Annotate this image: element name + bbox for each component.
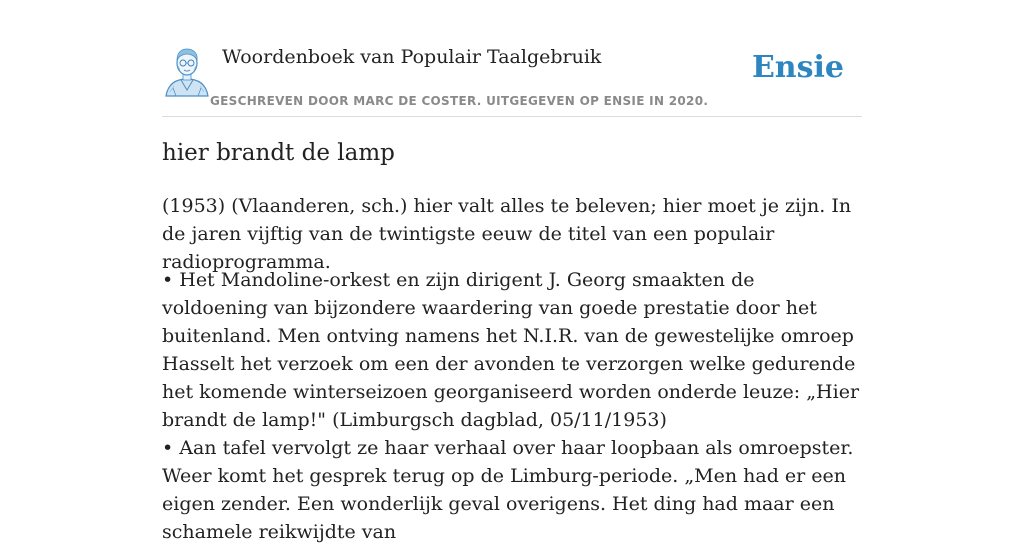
entry-examples (162, 266, 862, 546)
book-title[interactable]: Woordenboek van Populair Taalgebruik (222, 46, 602, 68)
ensie-logo[interactable]: Ensie (751, 50, 844, 85)
author-byline: GESCHREVEN DOOR MARC DE COSTER. UITGEGEVEN OP ENSIE IN 2020. (210, 94, 709, 108)
entry-page (162, 0, 862, 543)
example-quote: • Het Mandoline-orkest en zijn dirigent J. Georg smaakten de voldoening van bijzondere waardering van goede prestatie door het buitenland. Men ontving namens het N.I.R. van de gewestelijke omroep Hasselt het verzoek om een der avonden te verzorgen welke gedurende het komende winterseizoen georganiseerd worden onderde leuze: „Hier brandt de lamp!" (Limburgsch dagblad, 05/11/1953) (162, 269, 860, 431)
entry-definition: (1953) (Vlaanderen, sch.) hier valt alles te beleven; hier moet je zijn. In de jaren vijftig van de twintigste eeuw de titel van een populair radioprogramma. (162, 195, 852, 273)
page-header (162, 0, 862, 117)
author-portrait-icon[interactable] (164, 46, 210, 96)
entry-title: hier brandt de lamp (162, 140, 395, 166)
example-quote: • Aan tafel vervolgt ze haar verhaal over haar loopbaan als omroepster. Weer komt het gesprek terug op de Limburg-periode. „Men had er een eigen zender. Een wonderlijk geval overigens. Het ding had maar een schamele reikwijdte van (162, 437, 854, 543)
